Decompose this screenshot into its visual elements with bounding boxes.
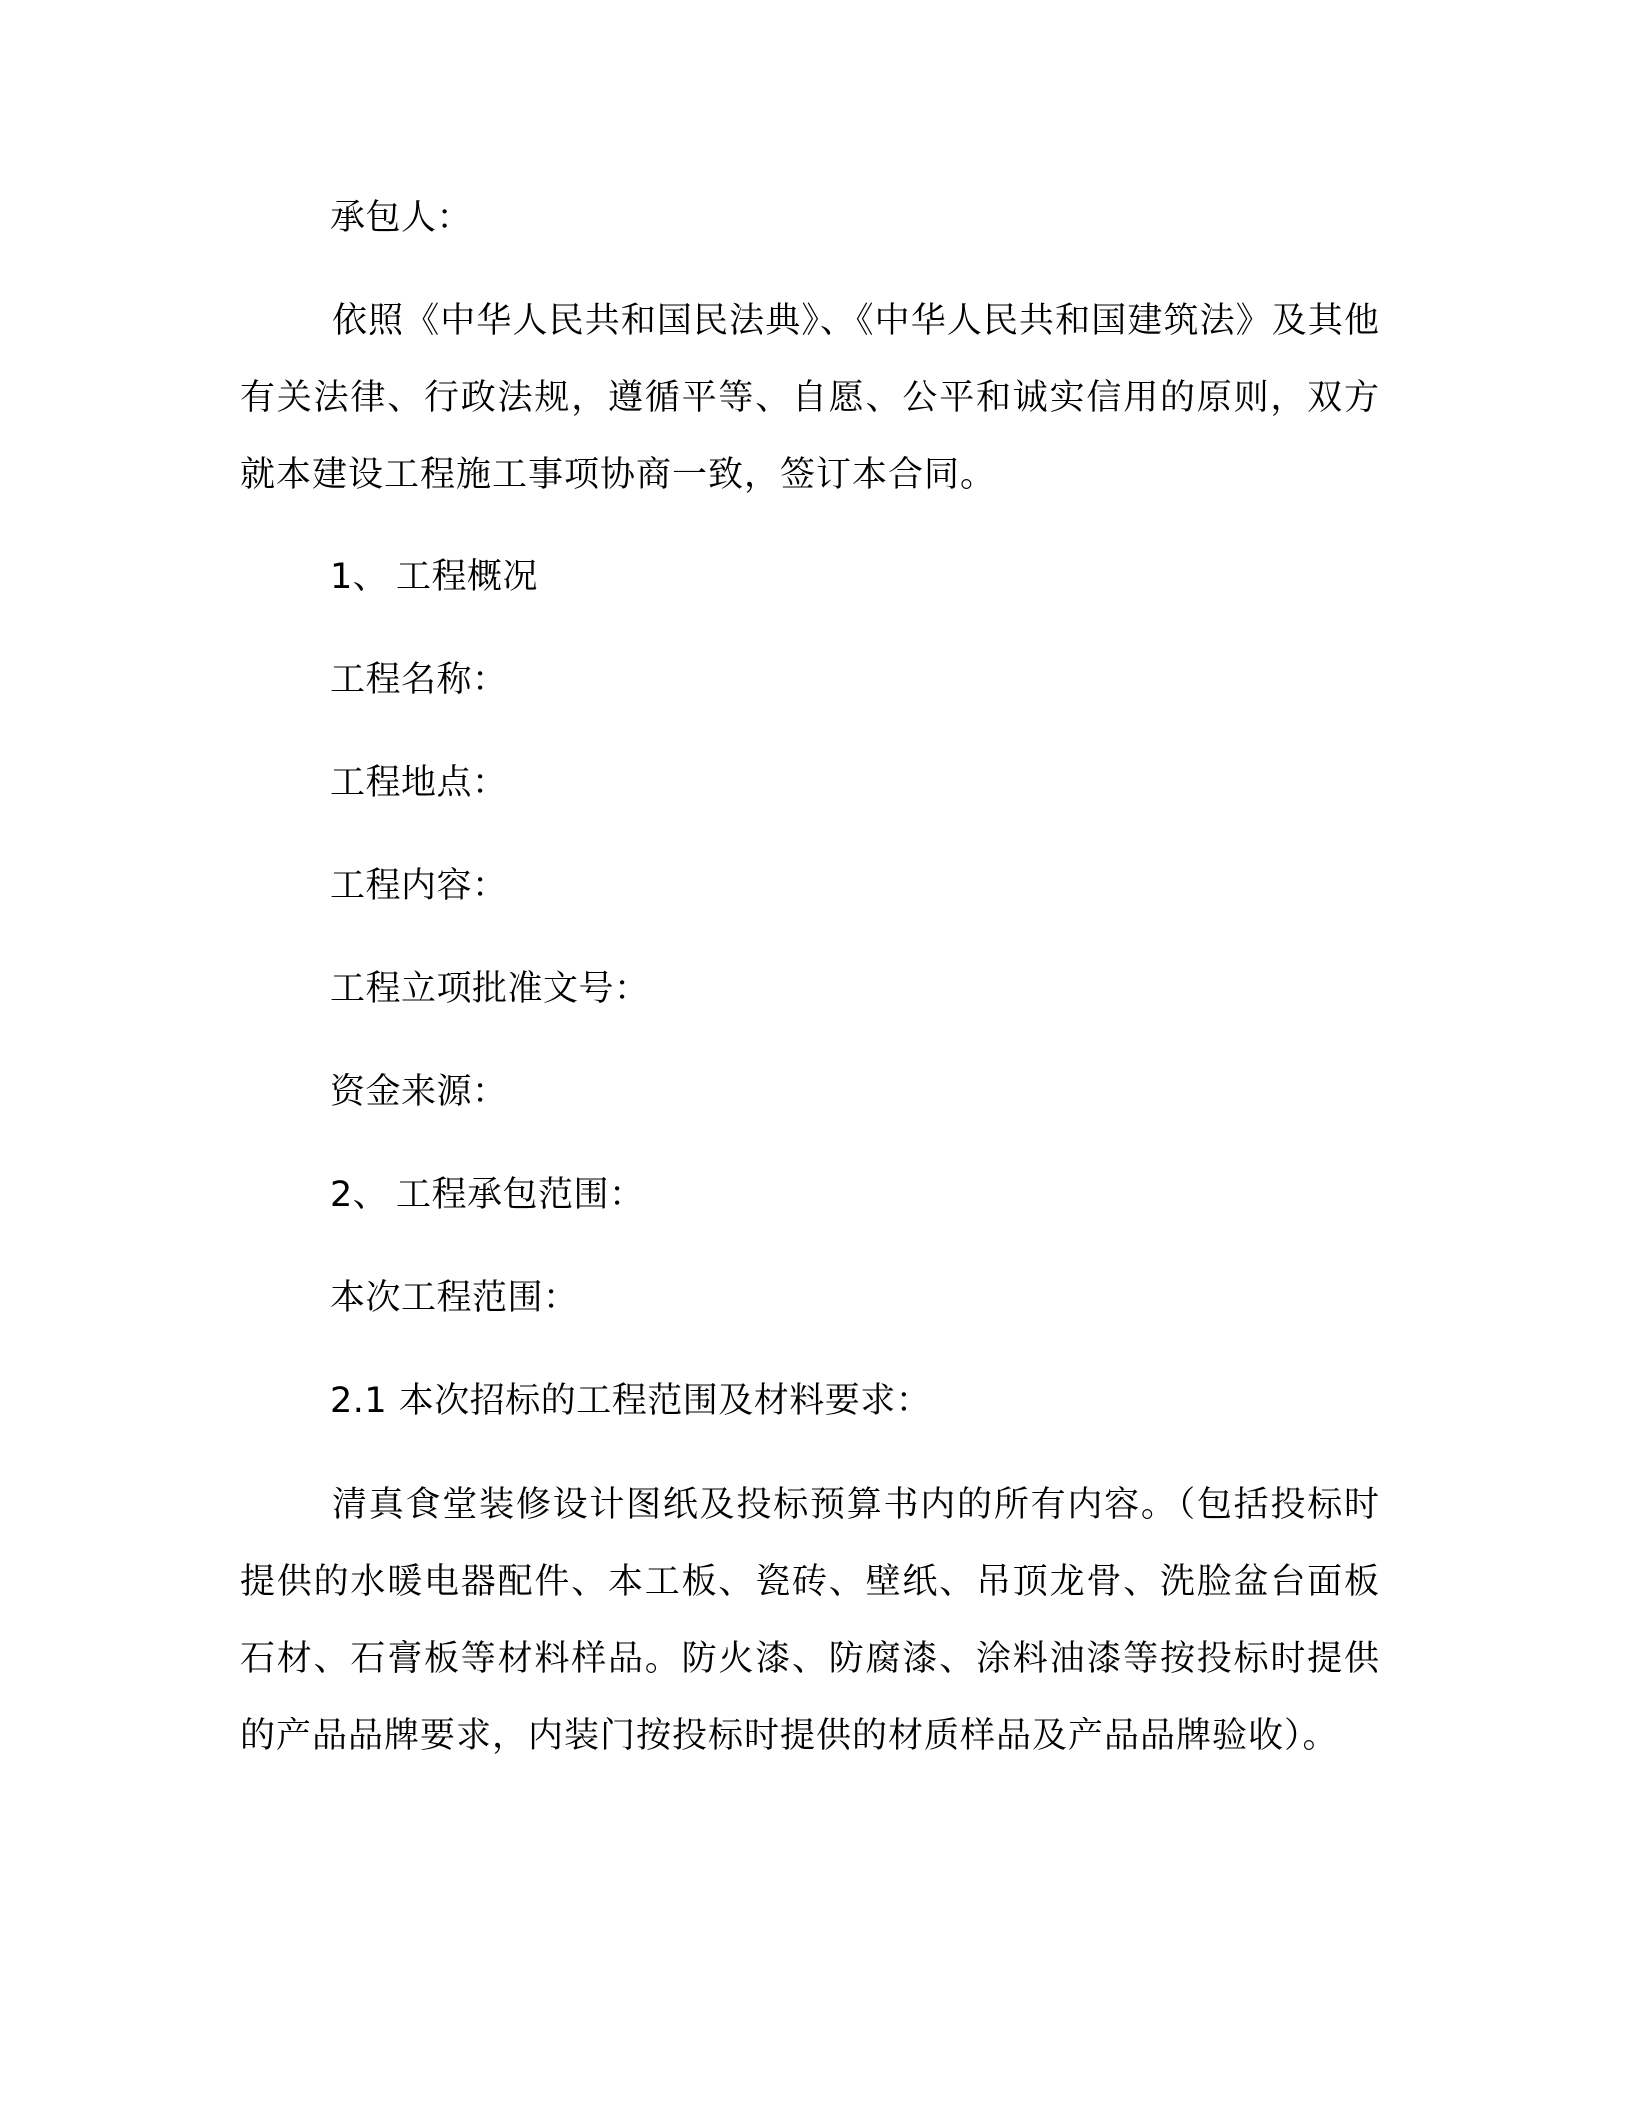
section-2-number: 2、: [330, 1175, 389, 1215]
funding-source-field: 资金来源：: [330, 1072, 508, 1112]
intro-paragraph: 依照《中华人民共和国民法典》、《中华人民共和国建筑法》及其他有关法律、行政法规，遵循平等、自愿、公平和诚实信用的原则，双方就本建设工程施工事项协商一致，签订本合同。: [240, 301, 1380, 495]
project-name-field: 工程名称：: [330, 660, 508, 700]
section-1-heading: [330, 555, 538, 599]
section-2-heading: [330, 1173, 645, 1217]
section-1-title: 工程概况: [396, 557, 539, 597]
project-content-field: 工程内容：: [330, 866, 508, 906]
contractor-label: 承包人：: [330, 198, 473, 238]
subsection-2-1-heading: 2.1 本次招标的工程范围及材料要求：: [330, 1381, 932, 1421]
approval-number-field: 工程立项批准文号：: [330, 969, 650, 1009]
section-2-title: 工程承包范围：: [396, 1175, 645, 1215]
section-1-number: 1、: [330, 557, 389, 597]
scope-label: 本次工程范围：: [330, 1278, 579, 1318]
project-location-field: 工程地点：: [330, 763, 508, 803]
scope-paragraph: 清真食堂装修设计图纸及投标预算书内的所有内容。（包括投标时提供的水暖电器配件、本工板、瓷砖、壁纸、吊顶龙骨、洗脸盆台面板石材、石膏板等材料样品。防火漆、防腐漆、涂料油漆等按投标时提供的产品品牌要求，内装门按投标时提供的材质样品及产品品牌验收）。: [240, 1485, 1380, 1756]
